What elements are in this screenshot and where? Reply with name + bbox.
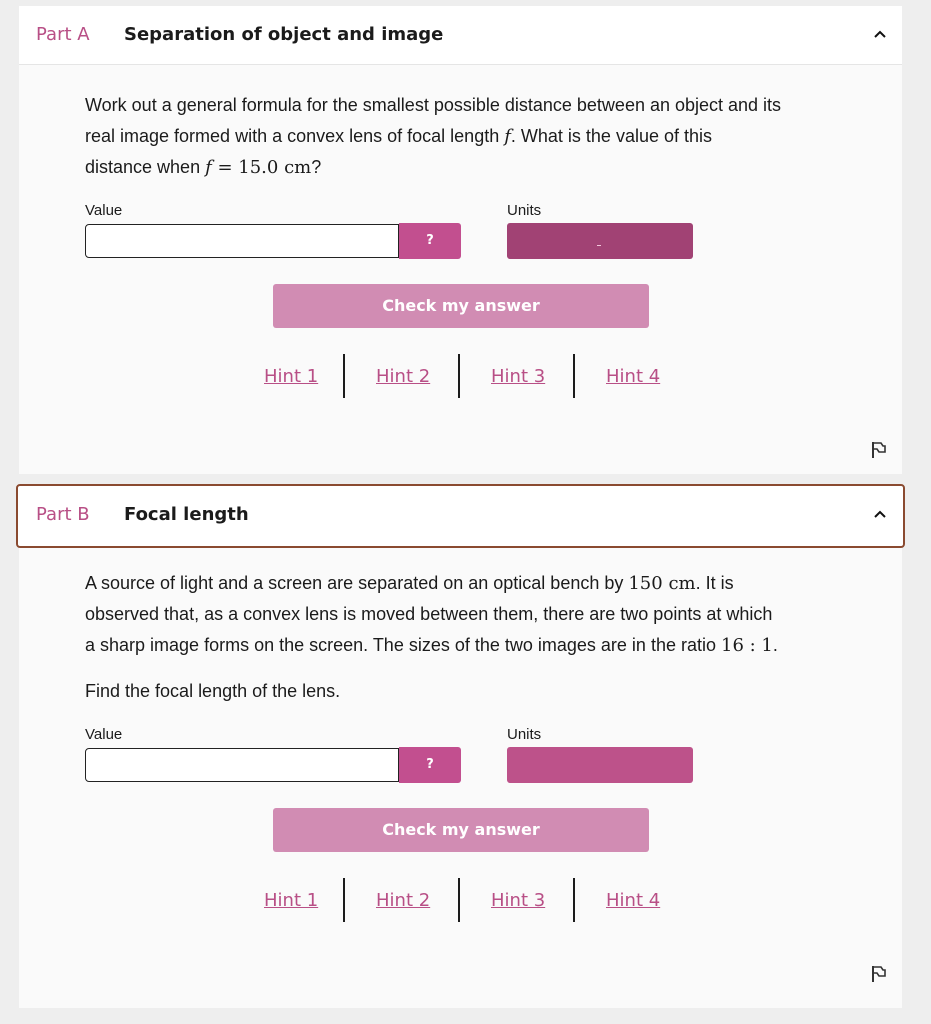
part-a-question-line: real image formed with a convex lens of focal length f. What is the value of this — [85, 126, 712, 147]
hint-divider — [458, 878, 460, 922]
part-a-question — [85, 90, 855, 183]
part-a-question-line: Work out a general formula for the smallest possible distance between an object and its — [85, 95, 782, 115]
part-a-question-line: distance when f = 15.0 cm? — [85, 157, 322, 178]
part-b-help-button[interactable]: ? — [399, 747, 461, 783]
part-b-hint-3[interactable]: Hint 3 — [491, 890, 546, 911]
hint-divider — [573, 354, 575, 398]
part-a-hint-2[interactable]: Hint 2 — [376, 366, 431, 387]
part-b-label: Part B — [36, 504, 90, 525]
part-a-card — [19, 6, 902, 474]
units-label: Units — [507, 726, 542, 743]
part-a-units-select[interactable] — [507, 223, 693, 259]
part-a-value-input[interactable] — [85, 224, 399, 258]
value-label: Value — [85, 202, 123, 219]
hint-divider — [343, 354, 345, 398]
flag-icon[interactable] — [870, 440, 888, 460]
chevron-up-icon[interactable] — [872, 506, 888, 522]
part-a-header[interactable] — [19, 6, 902, 65]
part-a-hint-3[interactable]: Hint 3 — [491, 366, 546, 387]
part-a-title: Separation of object and image — [124, 24, 444, 45]
chevron-up-icon[interactable] — [872, 26, 888, 42]
part-b-question-line: observed that, as a convex lens is moved between them, there are two points at which — [85, 604, 773, 624]
hint-divider — [458, 354, 460, 398]
part-b-question — [85, 568, 855, 707]
part-b-hint-1[interactable]: Hint 1 — [264, 890, 319, 911]
part-b-hint-4[interactable]: Hint 4 — [606, 890, 661, 911]
hint-divider — [573, 878, 575, 922]
part-a-hint-4[interactable]: Hint 4 — [606, 366, 661, 387]
dropdown-marker-icon — [597, 245, 601, 246]
part-b-value-input[interactable] — [85, 748, 399, 782]
part-b-question-line: Find the focal length of the lens. — [85, 681, 341, 701]
part-b-hint-2[interactable]: Hint 2 — [376, 890, 431, 911]
part-b-check-answer-button[interactable]: Check my answer — [273, 808, 649, 852]
part-a-help-button[interactable]: ? — [399, 223, 461, 259]
value-label: Value — [85, 726, 123, 743]
part-b-card — [19, 484, 902, 1008]
units-label: Units — [507, 202, 542, 219]
part-a-check-answer-button[interactable]: Check my answer — [273, 284, 649, 328]
part-b-question-line: A source of light and a screen are separated on an optical bench by 150 cm. It is — [85, 573, 734, 594]
part-b-title: Focal length — [124, 504, 249, 525]
part-b-units-select[interactable] — [507, 747, 693, 783]
part-a-hint-1[interactable]: Hint 1 — [264, 366, 319, 387]
hint-divider — [343, 878, 345, 922]
part-b-header[interactable] — [16, 484, 905, 548]
flag-icon[interactable] — [870, 964, 888, 984]
part-b-question-line: a sharp image forms on the screen. The sizes of the two images are in the ratio 16 : 1. — [85, 635, 778, 656]
part-a-label: Part A — [36, 24, 90, 45]
